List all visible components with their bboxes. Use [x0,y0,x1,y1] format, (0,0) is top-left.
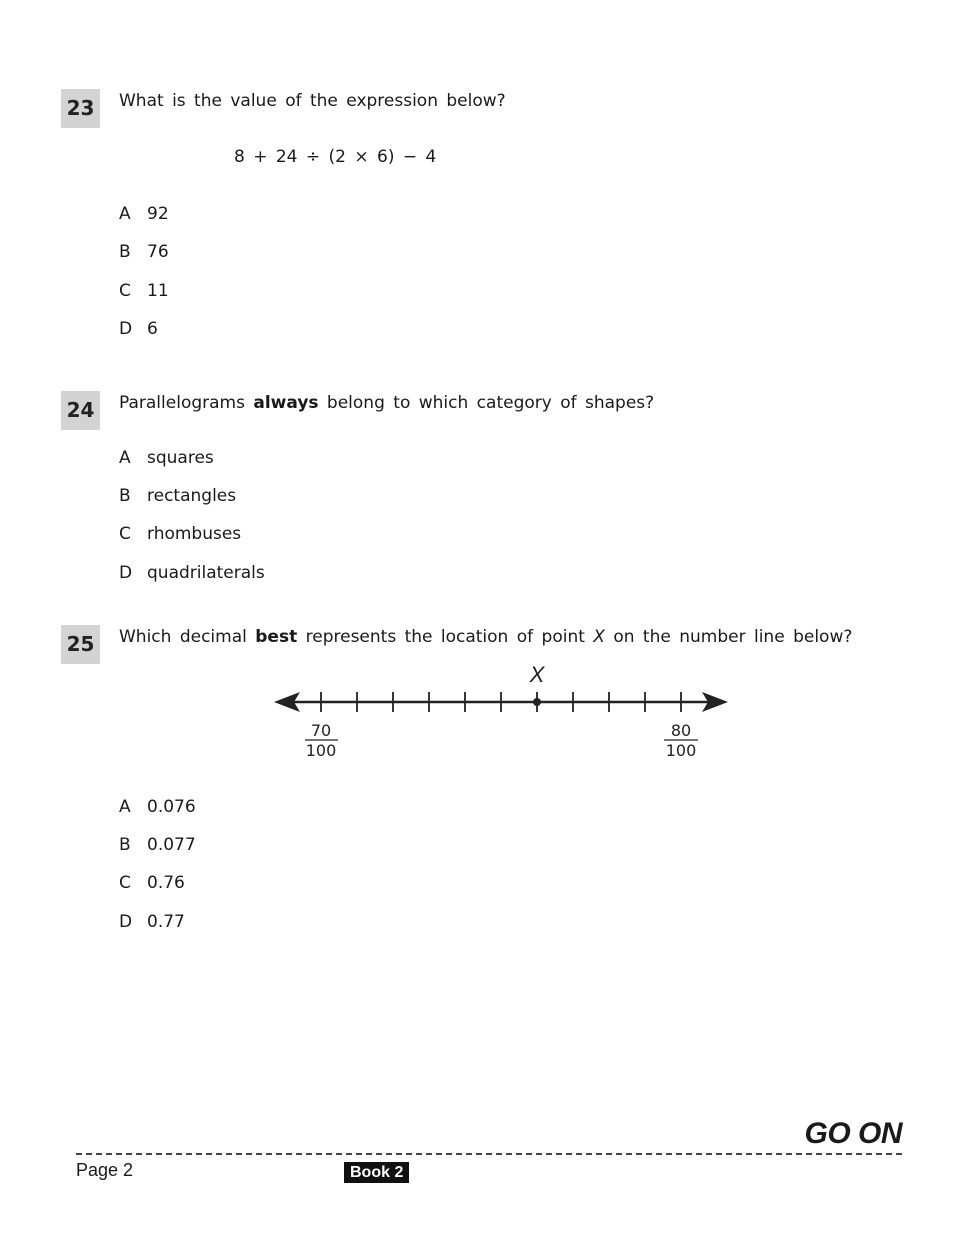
choice-letter: A [119,797,131,817]
choice-text: squares [147,448,214,468]
choice-text: 0.76 [147,873,185,893]
text-part: belong to which category of shapes? [318,393,655,413]
choice-text: 11 [147,281,169,301]
right-fraction-denominator: 100 [665,741,697,760]
choice-letter: D [119,563,133,583]
choice-text: 76 [147,242,169,262]
choice-text: 92 [147,204,169,224]
q24-choice-b[interactable] [119,485,236,507]
point-x-dot [533,698,541,706]
q24-choice-c[interactable] [119,523,241,545]
choice-letter: B [119,242,131,262]
emphasis-best: best [255,627,298,647]
q23-choice-b[interactable] [119,241,169,263]
choice-letter: B [119,835,131,855]
choice-letter: C [119,873,131,893]
footer-divider [76,1153,902,1155]
choice-text: quadrilaterals [147,563,265,583]
choice-letter: D [119,912,133,932]
choice-text: rectangles [147,486,237,506]
choice-text: rhombuses [147,524,242,544]
choice-text: 0.77 [147,912,185,932]
q24-choice-d[interactable] [119,562,265,584]
question-24-text [119,392,654,414]
q25-choice-a[interactable] [119,796,196,818]
q25-choice-d[interactable] [119,911,185,933]
question-number-25: 25 [61,625,100,664]
book-label: Book 2 [344,1162,409,1183]
expression: 8 + 24 ÷ (2 × 6) − 4 [234,147,437,167]
emphasis-always: always [253,393,319,413]
q23-choice-c[interactable] [119,280,169,302]
q25-choice-c[interactable] [119,872,185,894]
q25-choice-b[interactable] [119,834,196,856]
choice-letter: C [119,524,131,544]
right-fraction-numerator: 80 [670,721,692,740]
left-fraction-denominator: 100 [305,741,337,760]
q24-choice-a[interactable] [119,447,214,469]
text-part: represents the location of point [297,627,594,647]
go-on-label: GO ON [804,1117,902,1150]
choice-text: 0.076 [147,797,196,817]
choice-letter: A [119,204,131,224]
q23-choice-a[interactable] [119,203,169,225]
text-part: Parallelograms [119,393,254,413]
question-number-24: 24 [61,391,100,430]
question-number-23: 23 [61,89,100,128]
page-number: Page 2 [76,1160,134,1180]
question-25-text [119,626,852,648]
choice-letter: B [119,486,131,506]
text-part: on the number line below? [604,627,853,647]
text-part: Which decimal [119,627,256,647]
choice-letter: D [119,319,133,339]
choice-text: 0.077 [147,835,196,855]
left-fraction-numerator: 70 [310,721,332,740]
choice-letter: C [119,281,131,301]
number-line [270,658,740,768]
choice-text: 6 [147,319,158,339]
point-x-reference: X [593,627,605,647]
choice-letter: A [119,448,131,468]
q23-choice-d[interactable] [119,318,158,340]
point-x-label: X [529,662,545,687]
question-23-text: What is the value of the expression below? [119,91,506,111]
